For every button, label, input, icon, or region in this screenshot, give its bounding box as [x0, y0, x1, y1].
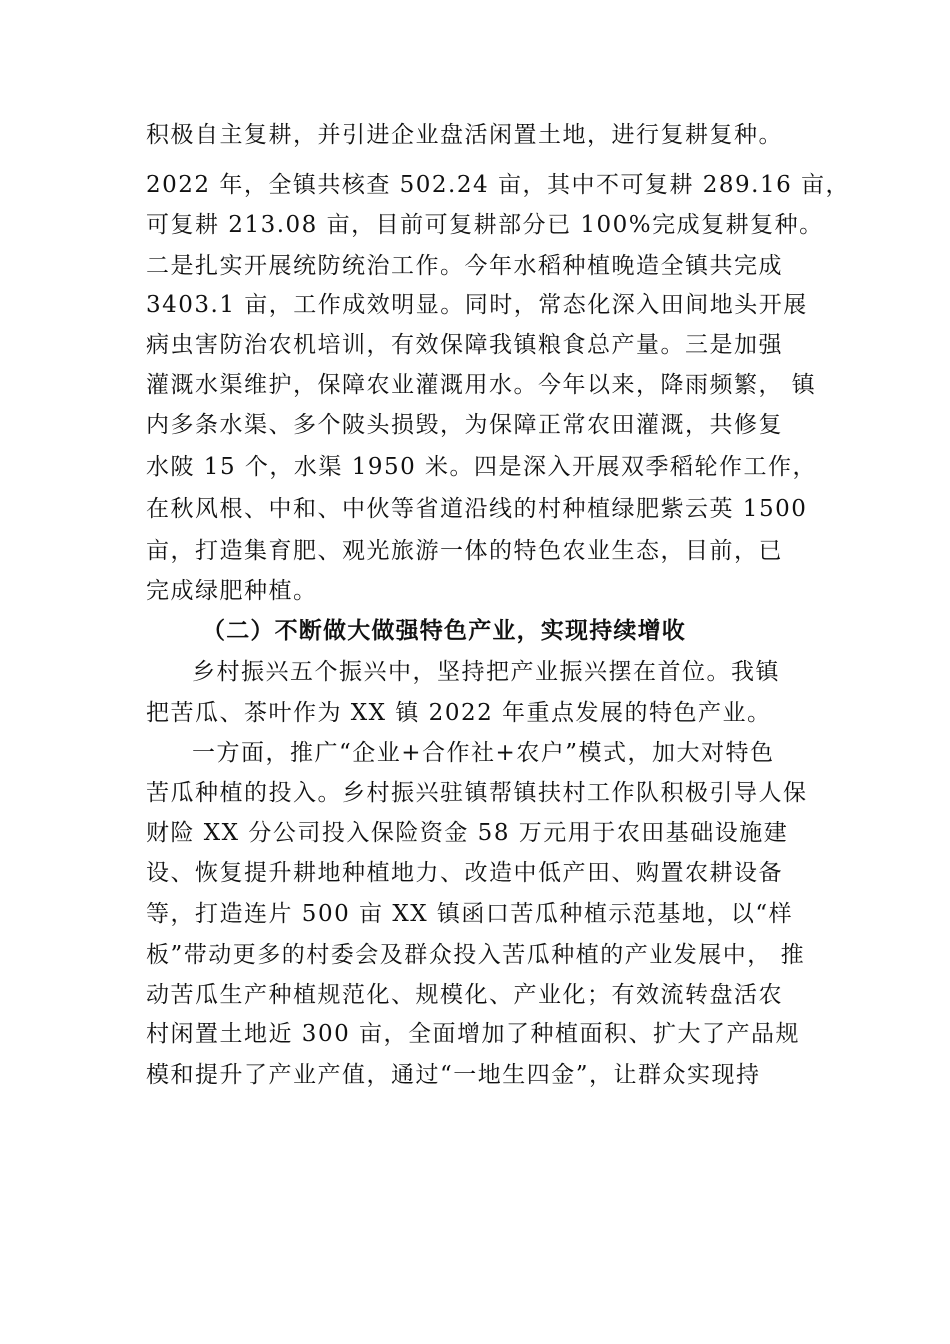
paragraph-line: 等，打造连片 500 亩 XX 镇函口苦瓜种植示范基地，以“样	[146, 901, 794, 927]
paragraph-line: 可复耕 213.08 亩，目前可复耕部分已 100%完成复耕复种。	[146, 212, 824, 238]
paragraph-line: 病虫害防治农机培训，有效保障我镇粮食总产量。三是加强	[146, 332, 783, 358]
paragraph-line: 模和提升了产业产值，通过“一地生四金”，让群众实现持	[146, 1062, 761, 1088]
paragraph-line: 把苦瓜、茶叶作为 XX 镇 2022 年重点发展的特色产业。	[146, 700, 772, 726]
paragraph-line: 水陂 15 个，水渠 1950 米。四是深入开展双季稻轮作工作，	[146, 454, 818, 480]
paragraph-line: 财险 XX 分公司投入保险资金 58 万元用于农田基础设施建	[146, 820, 789, 846]
paragraph-line: 设、恢复提升耕地种植地力、改造中低产田、购置农耕设备	[146, 860, 783, 886]
paragraph-line: 乡村振兴五个振兴中，坚持把产业振兴摆在首位。我镇	[192, 659, 780, 685]
paragraph-line: 板”带动更多的村委会及群众投入苦瓜种植的产业发展中， 推	[146, 942, 806, 968]
section-heading: （二）不断做大做强特色产业，实现持续增收	[202, 617, 686, 644]
paragraph-line: 动苦瓜生产种植规范化、规模化、产业化；有效流转盘活农	[146, 982, 783, 1008]
paragraph-line: 一方面，推广“企业+合作社+农户”模式，加大对特色	[192, 740, 775, 766]
paragraph-line: 3403.1 亩，工作成效明显。同时，常态化深入田间地头开展	[146, 292, 808, 318]
paragraph-line: 灌溉水渠维护，保障农业灌溉用水。今年以来，降雨频繁， 镇	[146, 372, 817, 398]
paragraph-line: 2022 年，全镇共核查 502.24 亩，其中不可复耕 289.16 亩，	[146, 172, 851, 198]
paragraph-line: 苦瓜种植的投入。乡村振兴驻镇帮镇扶村工作队积极引导人保	[146, 780, 808, 806]
paragraph-line: 完成绿肥种植。	[146, 578, 318, 604]
paragraph-line: 村闲置土地近 300 亩，全面增加了种植面积、扩大了产品规	[146, 1021, 801, 1047]
paragraph-line: 积极自主复耕，并引进企业盘活闲置土地，进行复耕复种。	[146, 122, 783, 148]
paragraph-line: 在秋风根、中和、中伙等省道沿线的村种植绿肥紫云英 1500	[146, 496, 808, 522]
paragraph-line: 内多条水渠、多个陂头损毁，为保障正常农田灌溉，共修复	[146, 412, 783, 438]
paragraph-line: 二是扎实开展统防统治工作。今年水稻种植晚造全镇共完成	[146, 253, 783, 279]
paragraph-line: 亩，打造集育肥、观光旅游一体的特色农业生态，目前，已	[146, 538, 783, 564]
